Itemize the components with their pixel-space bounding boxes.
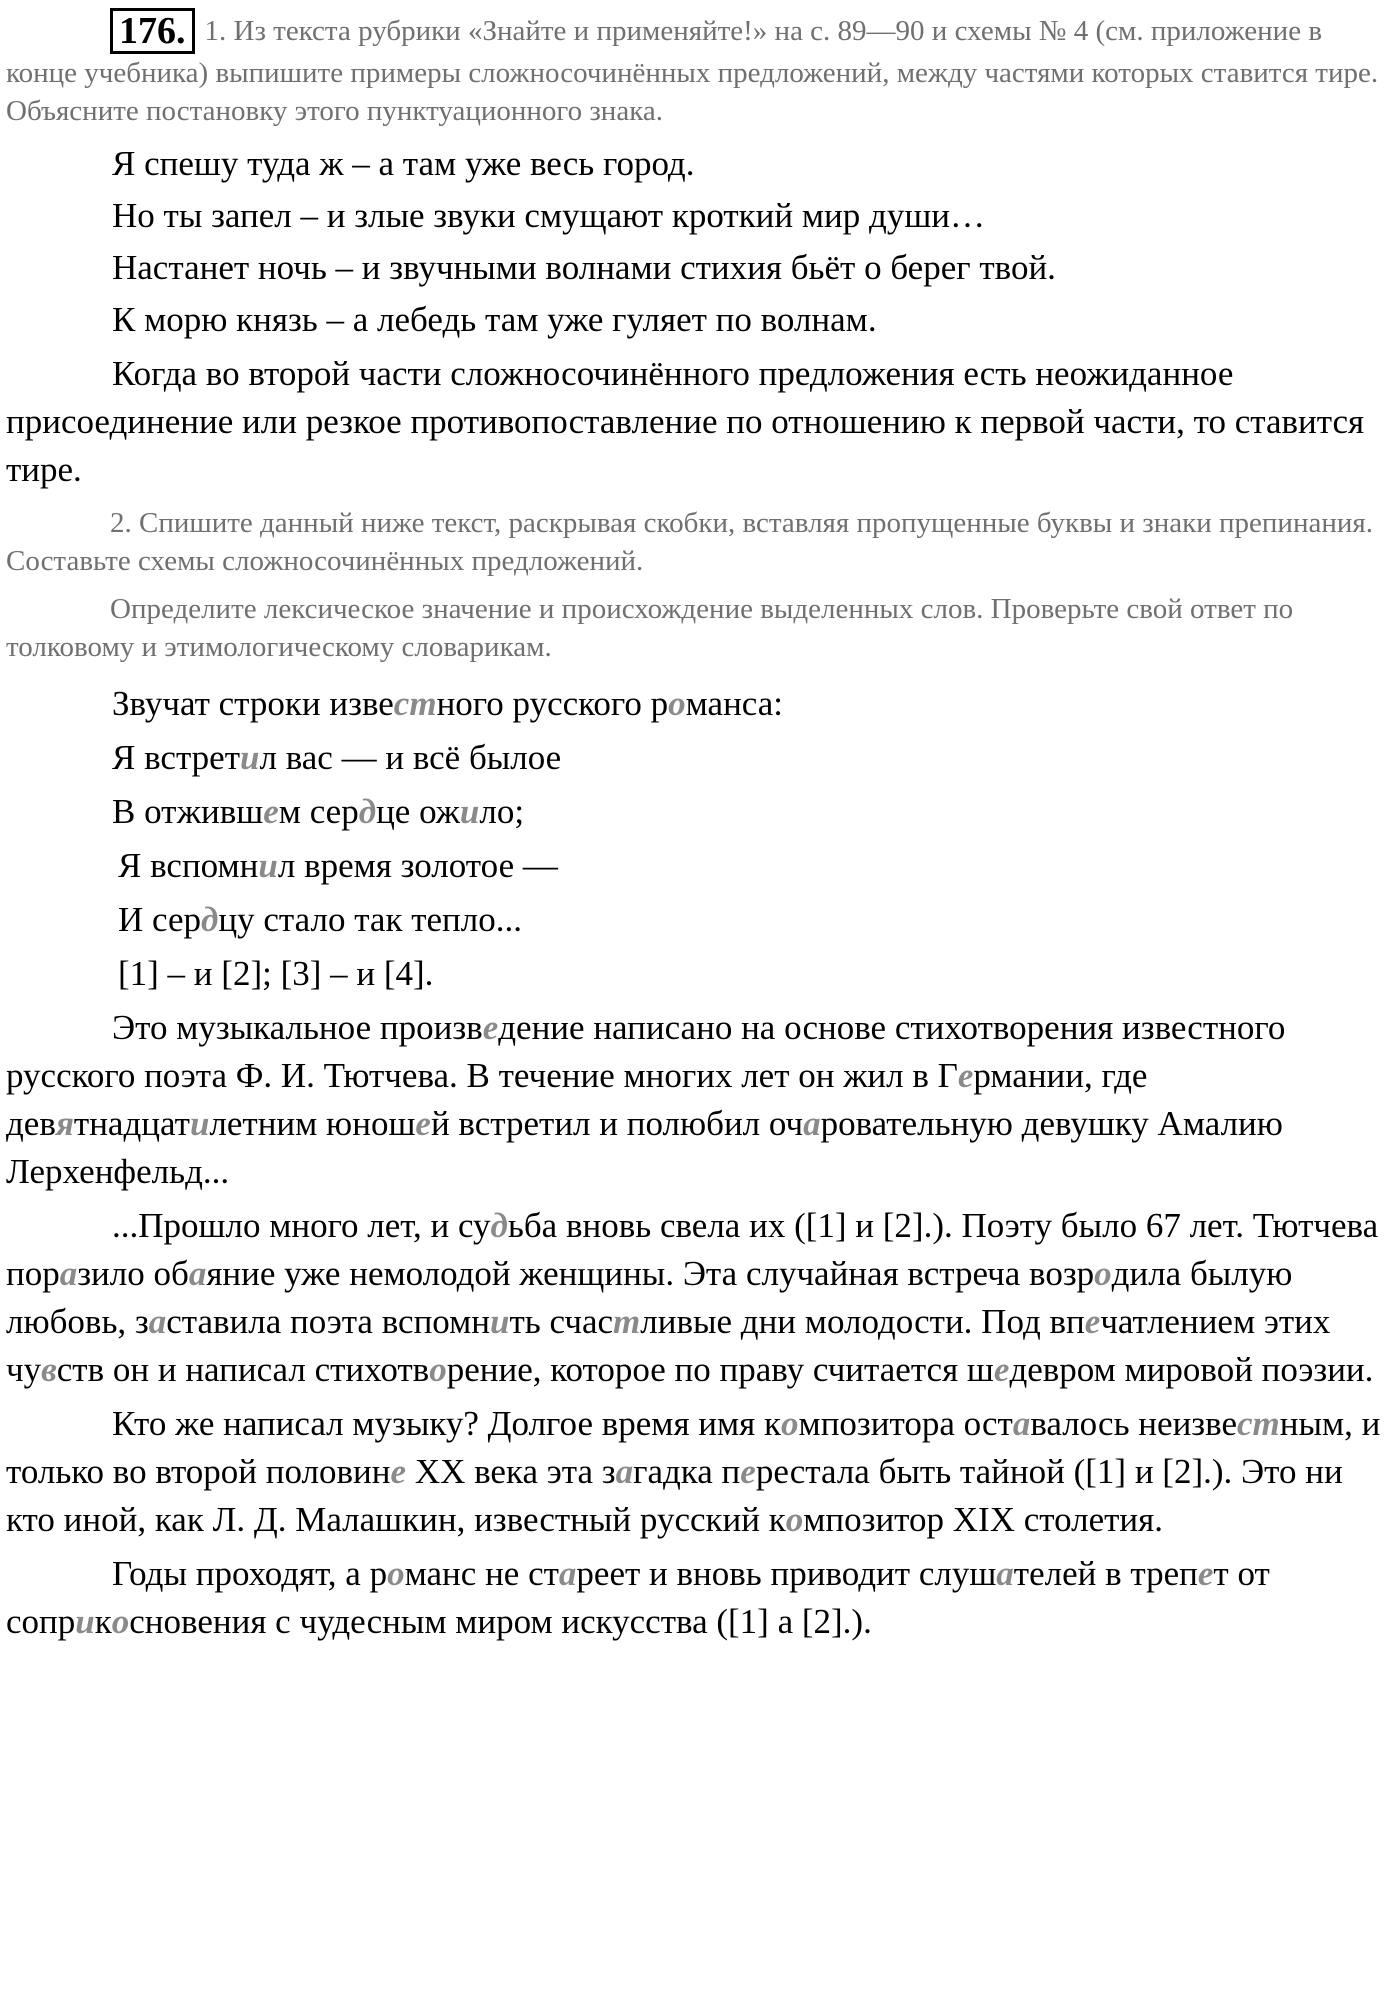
paragraph-1: Это музыкальное произведение написано на основе стихотворения известного русского поэта Ф. И. Тютчева. В течение многих лет он жил в Германии, где девятнадцатилетним юношей встретил и полюбил очаровательную девушку Амалию Лерхенфельд... bbox=[6, 1008, 1286, 1191]
sentence-scheme: [1] – и [2]; [3] – и [4]. bbox=[118, 954, 434, 993]
paragraph-4: Годы проходят, а романс не стареет и вновь приводит слушателей в трепет от соприкосновения с чудесным миром искусства ([1] а [2].). bbox=[6, 1554, 1270, 1641]
example-3: Настанет ночь – и звучными волнами стихия бьёт о берег твой. bbox=[112, 248, 1056, 287]
example-1: Я спешу туда ж – а там уже весь город. bbox=[112, 144, 695, 183]
task-number: 176. bbox=[110, 8, 195, 54]
example-4: К морю князь – а лебедь там уже гуляет по волнам. bbox=[112, 300, 877, 339]
example-2: Но ты запел – и злые звуки смущают кроткий мир души… bbox=[112, 196, 986, 235]
poem-line-1: Я встретил вас — и всё былое bbox=[112, 738, 562, 777]
task-1-text: 1. Из текста рубрики «Знайте и применяйте!» на с. 89—90 и схемы № 4 (см. приложение в конце учебника) выпишите примеры сложносочинённых предложений, между частями которых ставится тире. Объясните постановку этого пунктуационного знака. bbox=[6, 15, 1379, 127]
poem-line-4: И сердцу стало так тепло... bbox=[118, 900, 522, 939]
poem-intro: Звучат строки известного русского романса: bbox=[112, 684, 784, 723]
explanation-paragraph: Когда во второй части сложносочинённого предложения есть неожиданное присоединение или резкое противопоставление по отношению к первой части, то ставится тире. bbox=[6, 354, 1365, 489]
poem-line-2: В отжившем сердце ожило; bbox=[112, 792, 525, 831]
textbook-page bbox=[6, 8, 1394, 1646]
task-2-vocabulary: Определите лексическое значение и происхождение выделенных слов. Проверьте свой ответ по толковому и этимологическому словарикам. bbox=[6, 593, 1294, 663]
task-1 bbox=[6, 8, 1394, 130]
poem-line-3: Я вспомнил время золотое — bbox=[118, 846, 558, 885]
task-2-instruction: 2. Спишите данный ниже текст, раскрывая скобки, вставляя пропущенные буквы и знаки препинания. Составьте схемы сложносочинённых предложений. bbox=[6, 507, 1373, 577]
paragraph-2: ...Прошло много лет, и судьба вновь свела их ([1] и [2].). Поэту было 67 лет. Тютчева поразило обаяние уже немолодой женщины. Эта случайная встреча возродила былую любовь, заставила поэта вспомнить счастливые дни молодости. Под впечатлением этих чувств он и написал стихотворение, которое по праву считается шедевром мировой поэзии. bbox=[6, 1206, 1379, 1389]
paragraph-3: Кто же написал музыку? Долгое время имя композитора оставалось неизвестным, и только во второй половине XX века эта загадка перестала быть тайной ([1] и [2].). Это ни кто иной, как Л. Д. Малашкин, известный русский композитор XIX столетия. bbox=[6, 1404, 1381, 1539]
